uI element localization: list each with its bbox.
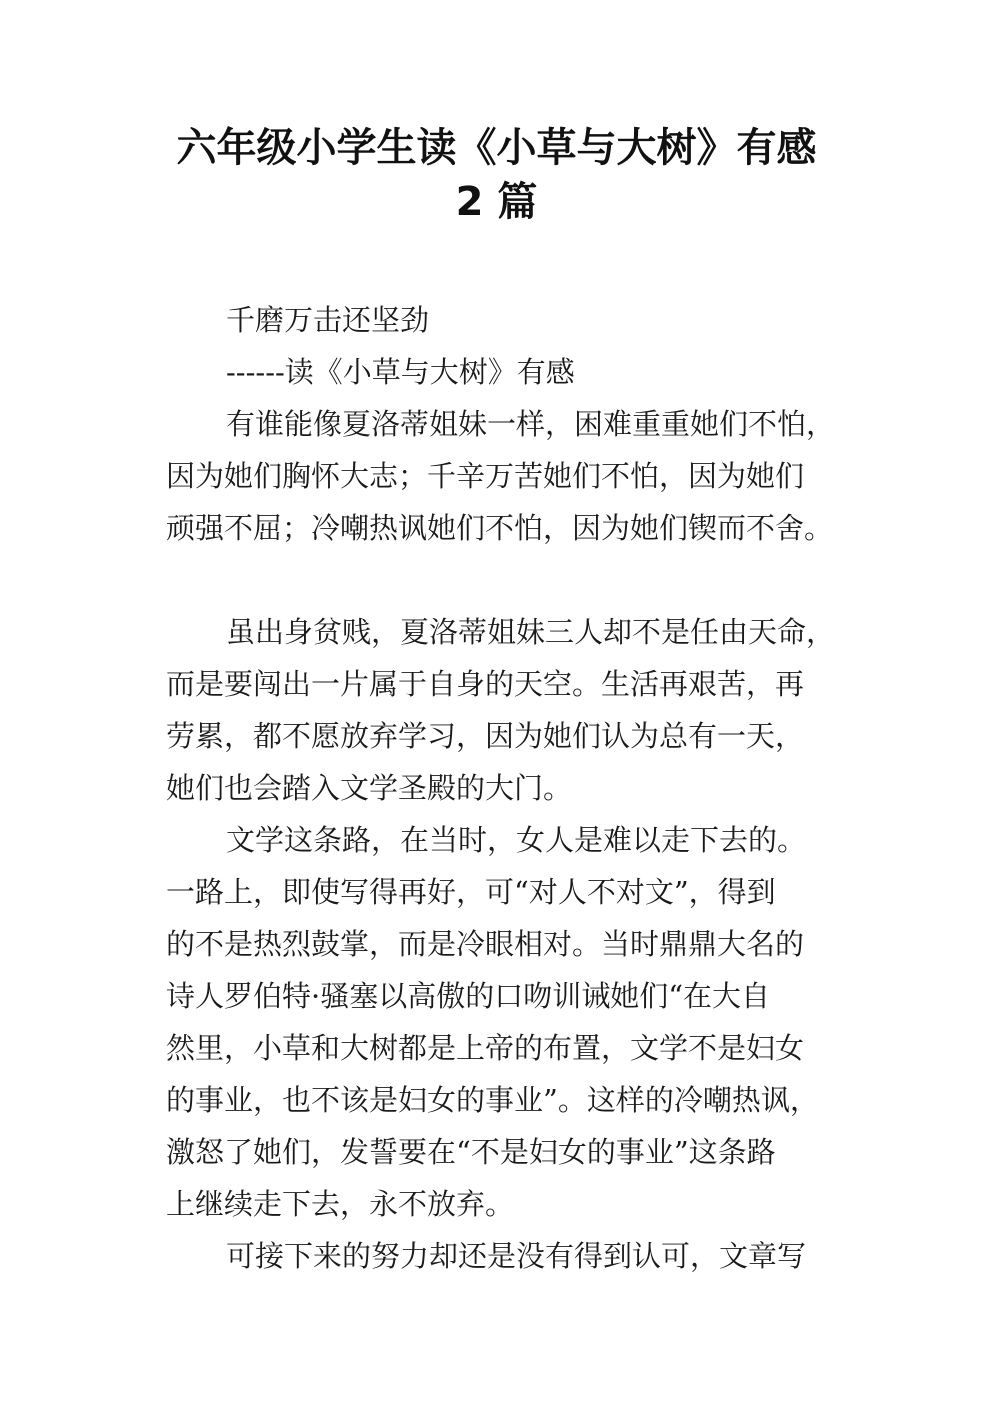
paragraph-line: 上继续走下去，永不放弃。 (166, 1187, 515, 1221)
paragraph-line: 因为她们胸怀大志；千辛万苦她们不怕，因为她们 (166, 459, 805, 493)
paragraph-line: 可接下来的努力却还是没有得到认可，文章写 (226, 1239, 807, 1273)
document-title-line-1: 六年级小学生读《小草与大树》有感 (176, 125, 817, 171)
paragraph-line: 的不是热烈鼓掌，而是冷眼相对。当时鼎鼎大名的 (166, 927, 805, 961)
paragraph-line: 有谁能像夏洛蒂姐妹一样，困难重重她们不怕， (226, 407, 836, 441)
paragraph-line: 诗人罗伯特·骚塞以高傲的口吻训诫她们“在大自 (166, 979, 771, 1013)
paragraph-line: 虽出身贫贱，夏洛蒂姐妹三人却不是任由天命， (226, 615, 836, 649)
paragraph-line: 激怒了她们，发誓要在“不是妇女的事业”这条路 (166, 1135, 776, 1169)
paragraph-line: 文学这条路，在当时，女人是难以走下去的。 (226, 823, 807, 857)
essay-byline: ------读《小草与大树》有感 (226, 355, 575, 389)
paragraph-line: 而是要闯出一片属于自身的天空。生活再艰苦，再 (166, 667, 805, 701)
paragraph-line: 然里，小草和大树都是上帝的布置，文学不是妇女 (166, 1031, 805, 1065)
paragraph-line: 劳累，都不愿放弃学习，因为她们认为总有一天， (166, 719, 805, 753)
document-title-line-2: 2 篇 (455, 179, 538, 225)
paragraph-line: 的事业，也不该是妇女的事业”。这样的冷嘲热讽， (166, 1083, 819, 1117)
essay-subtitle: 千磨万击还坚劲 (226, 303, 430, 337)
paragraph-line: 顽强不屈；冷嘲热讽她们不怕，因为她们锲而不舍。 (166, 511, 834, 545)
paragraph-line: 她们也会踏入文学圣殿的大门。 (166, 771, 573, 805)
paragraph-line: 一路上，即使写得再好，可“对人不对文”，得到 (166, 875, 776, 909)
